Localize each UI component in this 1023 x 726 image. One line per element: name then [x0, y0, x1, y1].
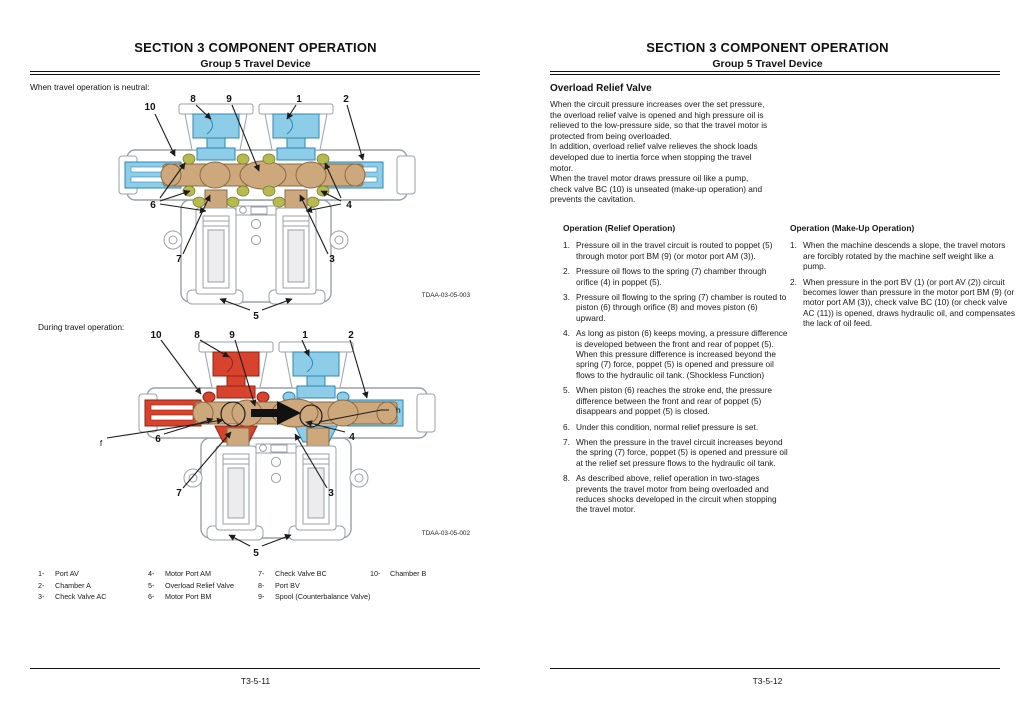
intro-text [550, 99, 772, 205]
callout-5: 5 [253, 548, 259, 558]
makeup-operation-title: Operation (Make-Up Operation) [790, 223, 915, 233]
list-item: 5. When piston (6) reaches the stroke end, the pressure difference between the front and rear of poppet (5) disappears and poppet (5) is closed. [563, 385, 773, 417]
section-header: SECTION 3 COMPONENT OPERATION [134, 40, 377, 55]
header-rule [30, 71, 480, 75]
legend-item: 2- Chamber A [38, 580, 91, 590]
callout-3: 3 [328, 488, 334, 499]
list-item: 2. Pressure oil flows to the spring (7) chamber through orifice (4) in poppet (5). [563, 266, 767, 287]
figure2-code: TDAA-03-05-002 [421, 530, 470, 537]
legend-item: 6- Motor Port BM [148, 592, 212, 602]
callout-2: 2 [343, 94, 349, 105]
caption-travel: During travel operation: [38, 322, 125, 332]
callout-7: 7 [176, 488, 182, 499]
intro-paragraph: When the circuit pressure increases over the set pressure, the overload relief valve is opened and high pressure oil is relieved to the low-pressure side, so that the travel motor is protected from being overloaded. [550, 99, 768, 141]
callout-6: 6 [155, 434, 161, 445]
callout-1: 1 [302, 330, 308, 341]
poppet-seat-right [307, 428, 329, 446]
caption-neutral: When travel operation is neutral: [30, 82, 150, 92]
callout-4: 4 [349, 432, 355, 443]
list-item: 8. As described above, relief operation in two-stages prevents the travel motor from being overloaded and reduces shocks developed in the circuit when stopping the travel motor. [563, 473, 777, 515]
legend-item: 7- Check Valve BC [258, 569, 327, 578]
legend-item: 5- Overload Relief Valve [148, 580, 234, 590]
group-subheader: Group 5 Travel Device [200, 58, 311, 70]
figure-neutral-diagram [63, 92, 445, 320]
legend-item: 1- Port AV [38, 569, 79, 578]
callout-6: 6 [150, 200, 156, 211]
section-header: SECTION 3 COMPONENT OPERATION [646, 40, 889, 55]
callout-2: 2 [348, 330, 354, 341]
legend-item: 9- Spool (Counterbalance Valve) [258, 592, 371, 602]
legend-item: 8- Port BV [258, 580, 300, 590]
legend-item: 3- Check Valve AC [38, 592, 107, 602]
callout-5: 5 [253, 311, 259, 320]
callout-9: 9 [229, 330, 235, 341]
manual-page-left [0, 0, 511, 726]
callout-10: 10 [144, 102, 156, 113]
list-item: 3. Pressure oil flowing to the spring (7) chamber is routed to piston (6) through orifice (8) and moves piston (6) upward. [563, 292, 787, 323]
callout-4: 4 [346, 200, 352, 211]
poppet-seat-right [285, 190, 307, 208]
callout-10: 10 [150, 330, 162, 341]
callout-3: 3 [329, 254, 335, 265]
page-number-right: T3-5-12 [752, 676, 783, 686]
port-av-chamber [273, 114, 319, 138]
port-bv-chamber [193, 114, 239, 138]
legend-item: 10- Chamber B [370, 569, 427, 578]
poppet-seat-left [227, 428, 249, 446]
list-item: 1. Pressure oil in the travel circuit is routed to poppet (5) through motor port BM (9) (or motor port AM (3)). [563, 240, 773, 261]
relief-operation-title: Operation (Relief Operation) [563, 223, 676, 233]
list-item: 2. When pressure in the port BV (1) (or port AV (2)) circuit becomes lower than pressure in the motor port BM (9) (or motor port AM (3)), check valve BC (10) (or check valve AC (11)) is opened, draws hydraulic oil, and compensates the lack of oil feed. [790, 276, 1015, 329]
callout-7: 7 [176, 254, 182, 265]
footer-rule [30, 668, 480, 669]
relief-operation-column [563, 223, 789, 520]
group-subheader: Group 5 Travel Device [712, 58, 823, 70]
page-number-left: T3-5-11 [240, 676, 271, 686]
manual-page-right [512, 0, 1023, 726]
intro-paragraph: In addition, overload relief valve relieves the shock loads developed due to inertia force when stopping the travel motor. [550, 141, 758, 173]
section-title: Overload Relief Valve [550, 83, 652, 94]
callout-9: 9 [226, 94, 232, 105]
list-item: 4. As long as piston (6) keeps moving, a pressure difference is developed between the front and rear of poppet (5). When this pressure difference is increased beyond the spring (7) force, poppet (5) is opened and pressure oil flows to the hydraulic oil tank. (Shockless Function) [563, 328, 788, 380]
list-item: 6. Under this condition, normal relief pressure is set. [563, 421, 759, 432]
legend-item: 4- Motor Port AM [148, 569, 211, 578]
intro-paragraph: When the travel motor draws pressure oil like a pump, check valve BC (10) is unseated (make-up operation) and prevents the cavitation. [550, 173, 763, 205]
callout-f: f [99, 438, 103, 448]
callout-h: h [396, 405, 401, 415]
list-item: 1. When the machine descends a slope, the travel motors are forcibly rotated by the machine self weight like a pump. [790, 240, 1006, 272]
figure-travel-diagram [55, 326, 455, 558]
list-item: 7. When the pressure in the travel circuit increases beyond the spring (7) force, poppet (5) is opened and pressure oil at the relief set pressure flows to the hydraulic oil tank. [563, 436, 788, 468]
figure1-code: TDAA-03-05-003 [421, 292, 470, 299]
callout-8: 8 [194, 330, 200, 341]
footer-rule [550, 668, 1000, 669]
callout-1: 1 [296, 94, 302, 105]
header-rule [550, 71, 1000, 75]
makeup-operation-column [790, 223, 1016, 334]
callout-8: 8 [190, 94, 196, 105]
